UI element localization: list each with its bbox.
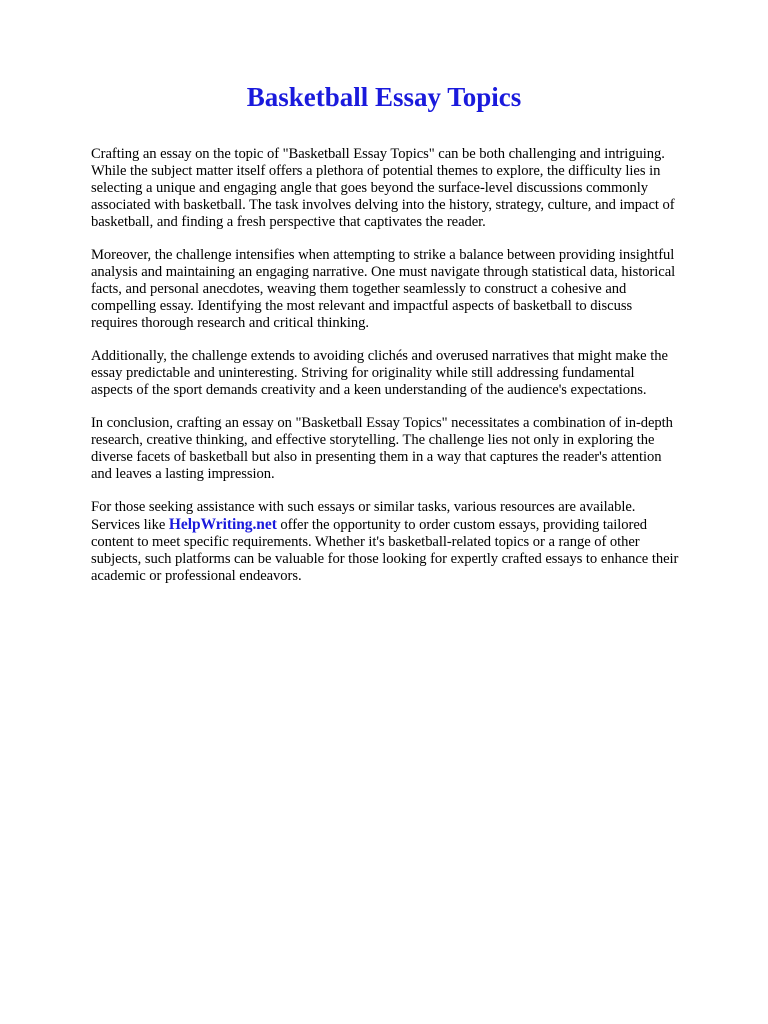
paragraph-line: research, creative thinking, and effective storytelling. The challenge lies not only in exploring the — [91, 432, 655, 448]
paragraph-line: Additionally, the challenge extends to avoiding clichés and overused narratives that might make the — [91, 348, 668, 364]
paragraph-line: In conclusion, crafting an essay on "Basketball Essay Topics" necessitates a combination of in-depth — [91, 415, 673, 431]
paragraph-line: basketball, and finding a fresh perspective that captivates the reader. — [91, 214, 486, 230]
paragraph-line: associated with basketball. The task involves delving into the history, strategy, culture, and impact of — [91, 197, 675, 213]
paragraph-5 — [91, 499, 723, 585]
paragraph-line: While the subject matter itself offers a plethora of potential themes to explore, the difficulty lies in — [91, 163, 661, 179]
link-suffix-text: offer the opportunity to order custom essays, providing tailored — [276, 517, 647, 533]
paragraph-line: aspects of the sport demands creativity and a keen understanding of the audience's expectations. — [91, 382, 647, 398]
paragraph-4 — [91, 415, 723, 483]
paragraph-line: For those seeking assistance with such essays or similar tasks, various resources are available. — [91, 499, 636, 515]
paragraph-line: analysis and maintaining an engaging narrative. One must navigate through statistical data, historical — [91, 264, 676, 280]
paragraph-line: Moreover, the challenge intensifies when attempting to strike a balance between providing insightful — [91, 247, 675, 263]
paragraph-line: and leaves a lasting impression. — [91, 466, 275, 482]
paragraph-line: compelling essay. Identifying the most relevant and impactful aspects of basketball to discuss — [91, 298, 633, 314]
paragraph-line: academic or professional endeavors. — [91, 568, 302, 584]
paragraph-line: facts, and personal anecdotes, weaving them together seamlessly to construct a cohesive and — [91, 281, 627, 297]
paragraph-line: requires thorough research and critical thinking. — [91, 315, 369, 331]
helpwriting-link[interactable]: HelpWriting.net — [168, 516, 277, 533]
paragraph-line: content to meet specific requirements. Whether it's basketball-related topics or a range of other — [91, 534, 640, 550]
paragraph-2 — [91, 247, 723, 332]
paragraph-line: subjects, such platforms can be valuable for those looking for expertly crafted essays to enhance their — [91, 551, 679, 567]
paragraph-line: essay predictable and uninteresting. Striving for originality while still addressing fundamental — [91, 365, 635, 381]
paragraph-3 — [91, 348, 723, 399]
paragraph-line: diverse facets of basketball but also in presenting them in a way that captures the reader's attention — [91, 449, 662, 465]
paragraph-line: Crafting an essay on the topic of "Basketball Essay Topics" can be both challenging and intriguing. — [91, 146, 665, 162]
paragraph-line-with-link — [91, 516, 723, 534]
link-prefix-text: Services like — [91, 517, 169, 533]
document-body — [91, 146, 723, 601]
page-title: Basketball Essay Topics — [246, 82, 522, 112]
paragraph-1 — [91, 146, 723, 231]
paragraph-line: selecting a unique and engaging angle that goes beyond the surface-level discussions commonly — [91, 180, 649, 196]
